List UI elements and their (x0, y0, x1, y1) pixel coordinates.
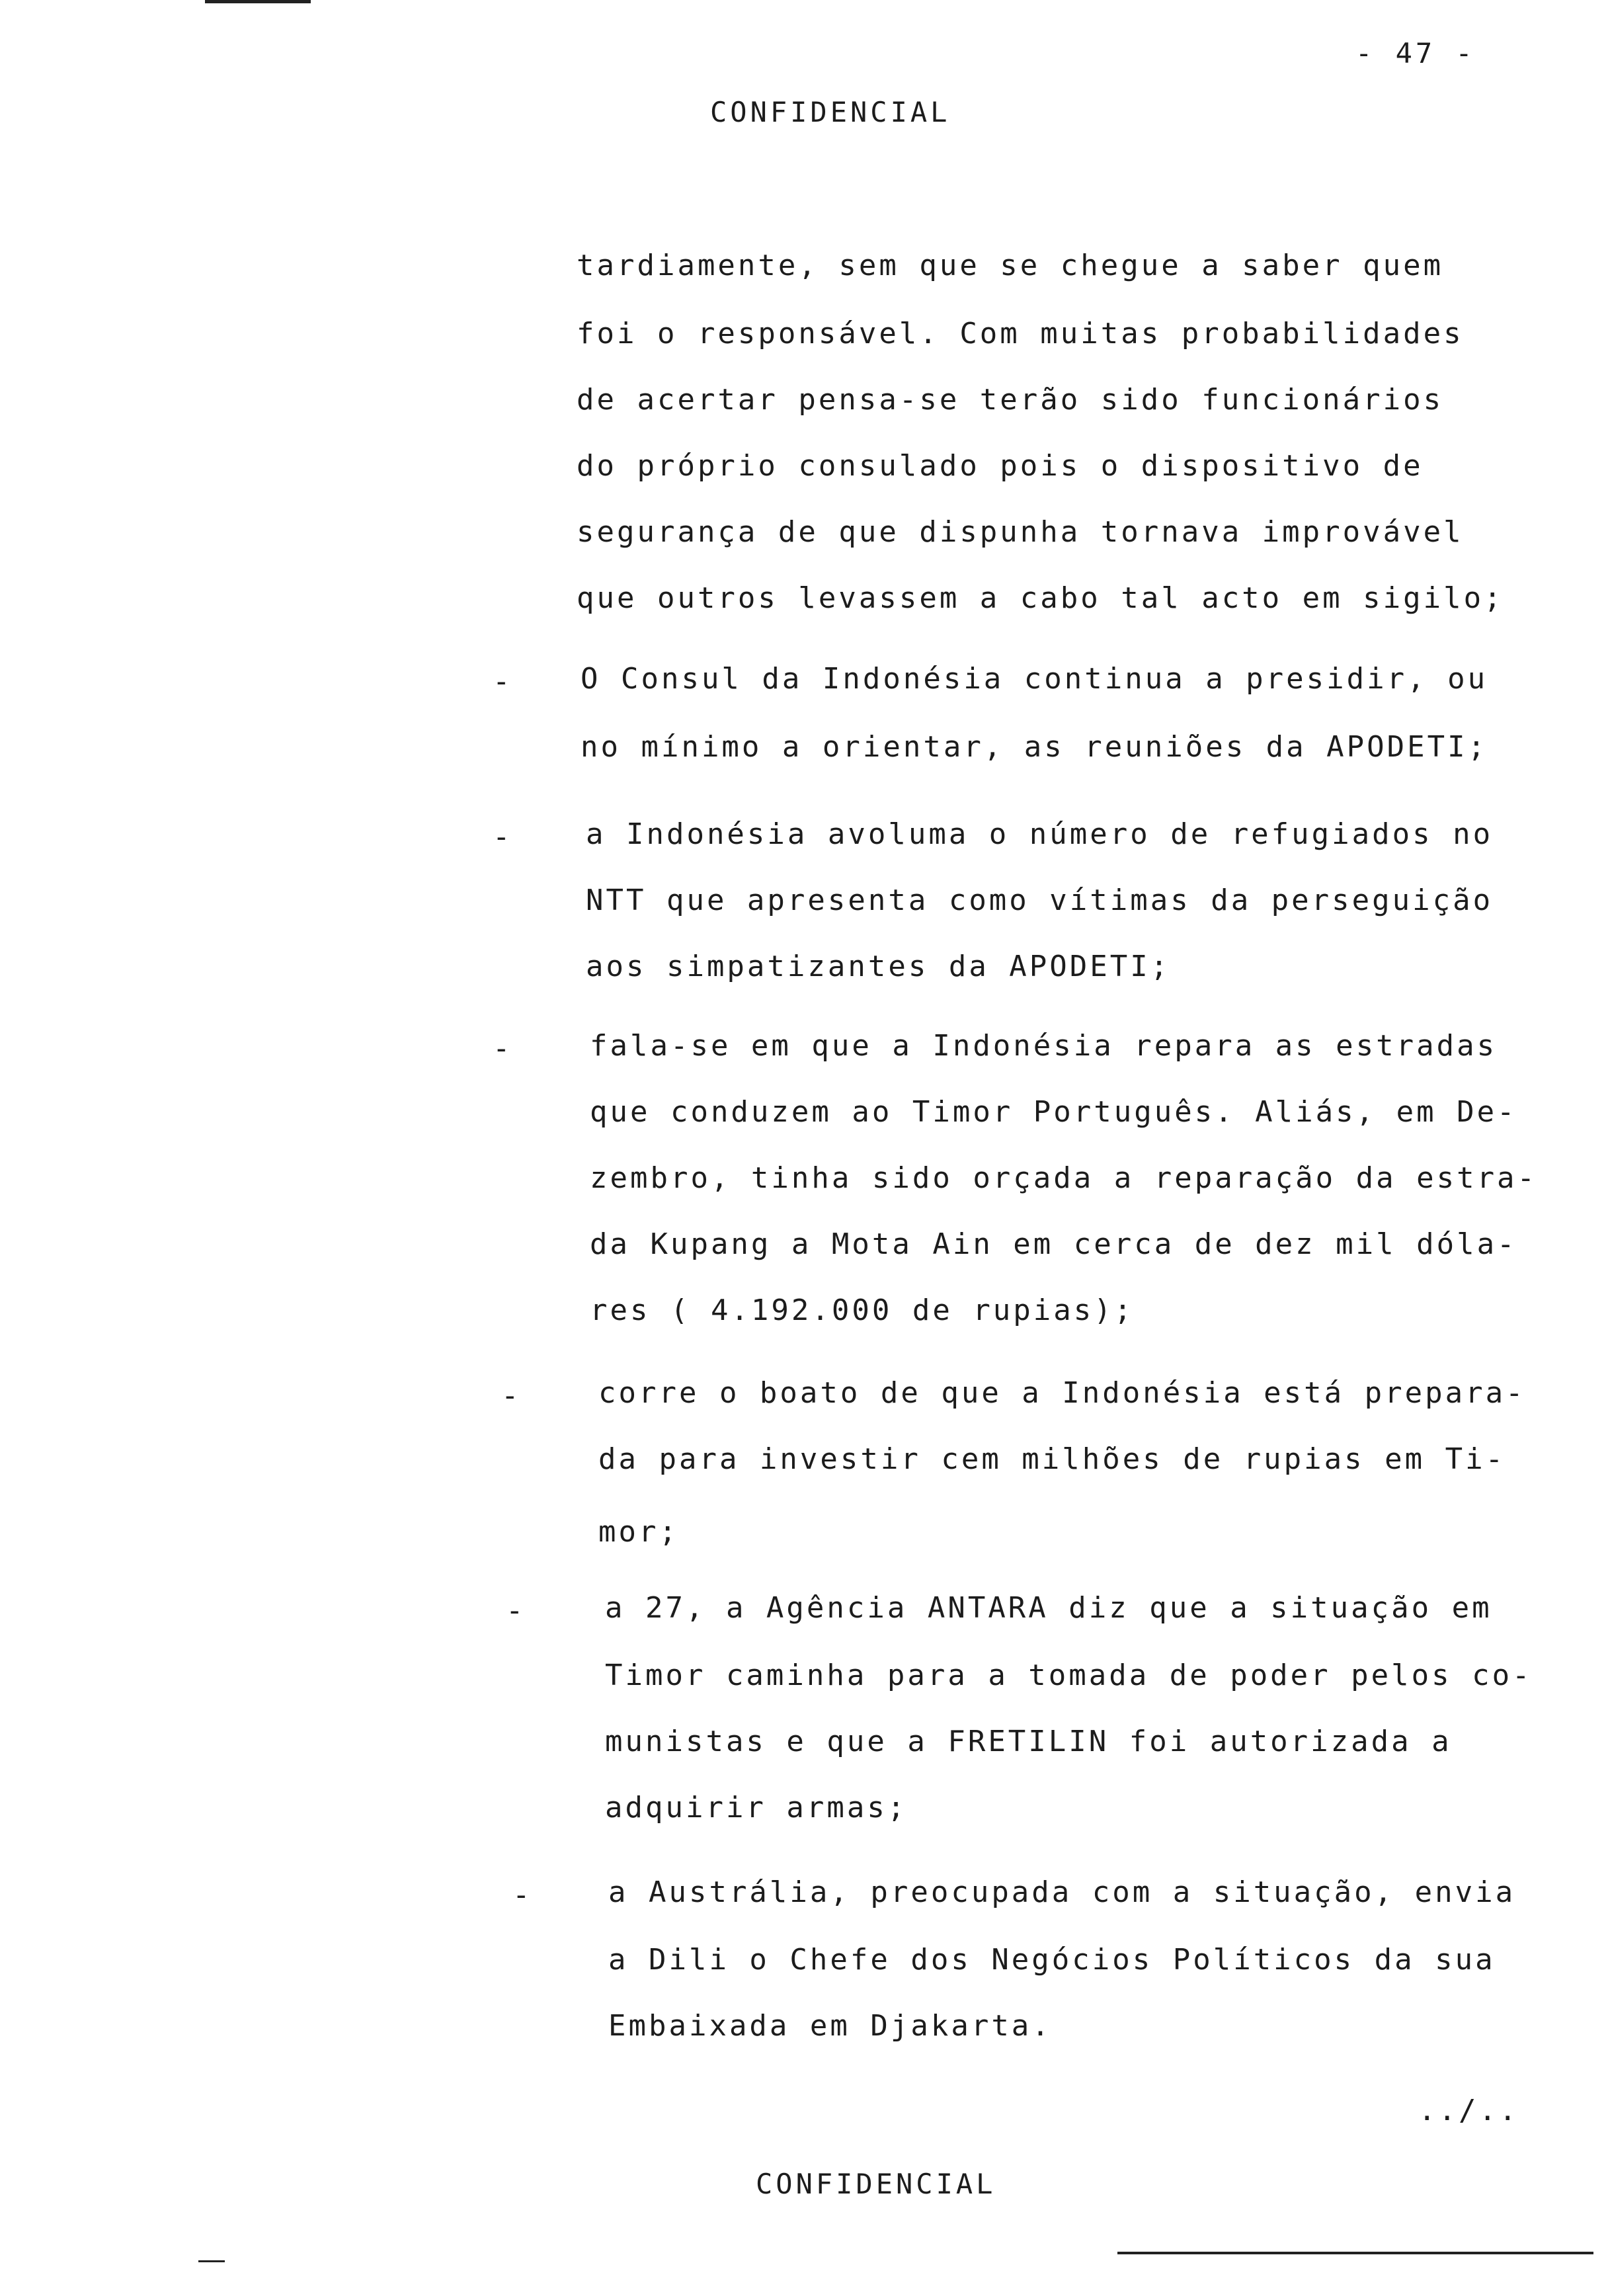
bullet-dash-2: - (493, 820, 510, 854)
bullet-3-line-1: fala-se em que a Indonésia repara as estradas (590, 1029, 1498, 1063)
bullet-4-line-2: da para investir cem milhões de rupias em Ti- (598, 1442, 1506, 1476)
bullet-6-line-1: a Austrália, preocupada com a situação, envia (608, 1875, 1516, 1909)
page-number: - 47 - (1355, 37, 1476, 69)
continuation-line-1: tardiamente, sem que se chegue a saber quem (577, 249, 1444, 282)
bullet-5-line-2: Timor caminha para a tomada de poder pelos co- (605, 1659, 1533, 1692)
top-left-scan-mark (205, 0, 311, 3)
bottom-right-rule (1117, 2252, 1593, 2254)
continuation-line-6: que outros levassem a cabo tal acto em sigilo; (577, 581, 1504, 615)
bullet-dash-5: - (506, 1594, 524, 1627)
bullet-6-line-3: Embaixada em Djakarta. (608, 2009, 1052, 2043)
bullet-1-line-1: O Consul da Indonésia continua a presidir, ou (581, 662, 1488, 696)
continuation-line-2: foi o responsável. Com muitas probabilidades (577, 317, 1464, 350)
bullet-1-line-2: no mínimo a orientar, as reuniões da APODETI; (581, 730, 1488, 764)
bullet-2-line-3: aos simpatizantes da APODETI; (586, 950, 1171, 983)
bullet-5-line-3: munistas e que a FRETILIN foi autorizada a (605, 1725, 1452, 1758)
bullet-3-line-3: zembro, tinha sido orçada a reparação da estra- (590, 1161, 1538, 1195)
continuation-line-4: do próprio consulado pois o dispositivo de (577, 449, 1424, 483)
continuation-mark: ../.. (1418, 2094, 1519, 2127)
bullet-3-line-5: res ( 4.192.000 de rupias); (590, 1293, 1135, 1327)
bullet-5-line-4: adquirir armas; (605, 1791, 908, 1824)
bullet-3-line-4: da Kupang a Mota Ain em cerca de dez mil dóla- (590, 1227, 1517, 1261)
bullet-3-line-2: que conduzem ao Timor Português. Aliás, em De- (590, 1095, 1517, 1129)
bullet-2-line-1: a Indonésia avoluma o número de refugiados no (586, 817, 1494, 851)
continuation-line-5: segurança de que dispunha tornava improvável (577, 515, 1464, 549)
bullet-2-line-2: NTT que apresenta como vítimas da perseguição (586, 883, 1494, 917)
bottom-left-scan-mark (198, 2260, 225, 2262)
bullet-dash-4: - (501, 1379, 519, 1413)
bullet-5-line-1: a 27, a Agência ANTARA diz que a situação em (605, 1591, 1492, 1625)
bullet-4-line-1: corre o boato de que a Indonésia está prepara- (598, 1376, 1526, 1410)
bullet-6-line-2: a Dili o Chefe dos Negócios Políticos da sua (608, 1943, 1496, 1977)
bullet-dash-6: - (512, 1878, 530, 1912)
bullet-dash-1: - (493, 665, 510, 698)
bullet-dash-3: - (493, 1032, 510, 1065)
header-confidencial: CONFIDENCIAL (710, 96, 951, 128)
bullet-4-line-3: mor; (598, 1515, 679, 1549)
continuation-line-3: de acertar pensa-se terão sido funcionários (577, 383, 1444, 417)
footer-confidencial: CONFIDENCIAL (756, 2168, 996, 2200)
